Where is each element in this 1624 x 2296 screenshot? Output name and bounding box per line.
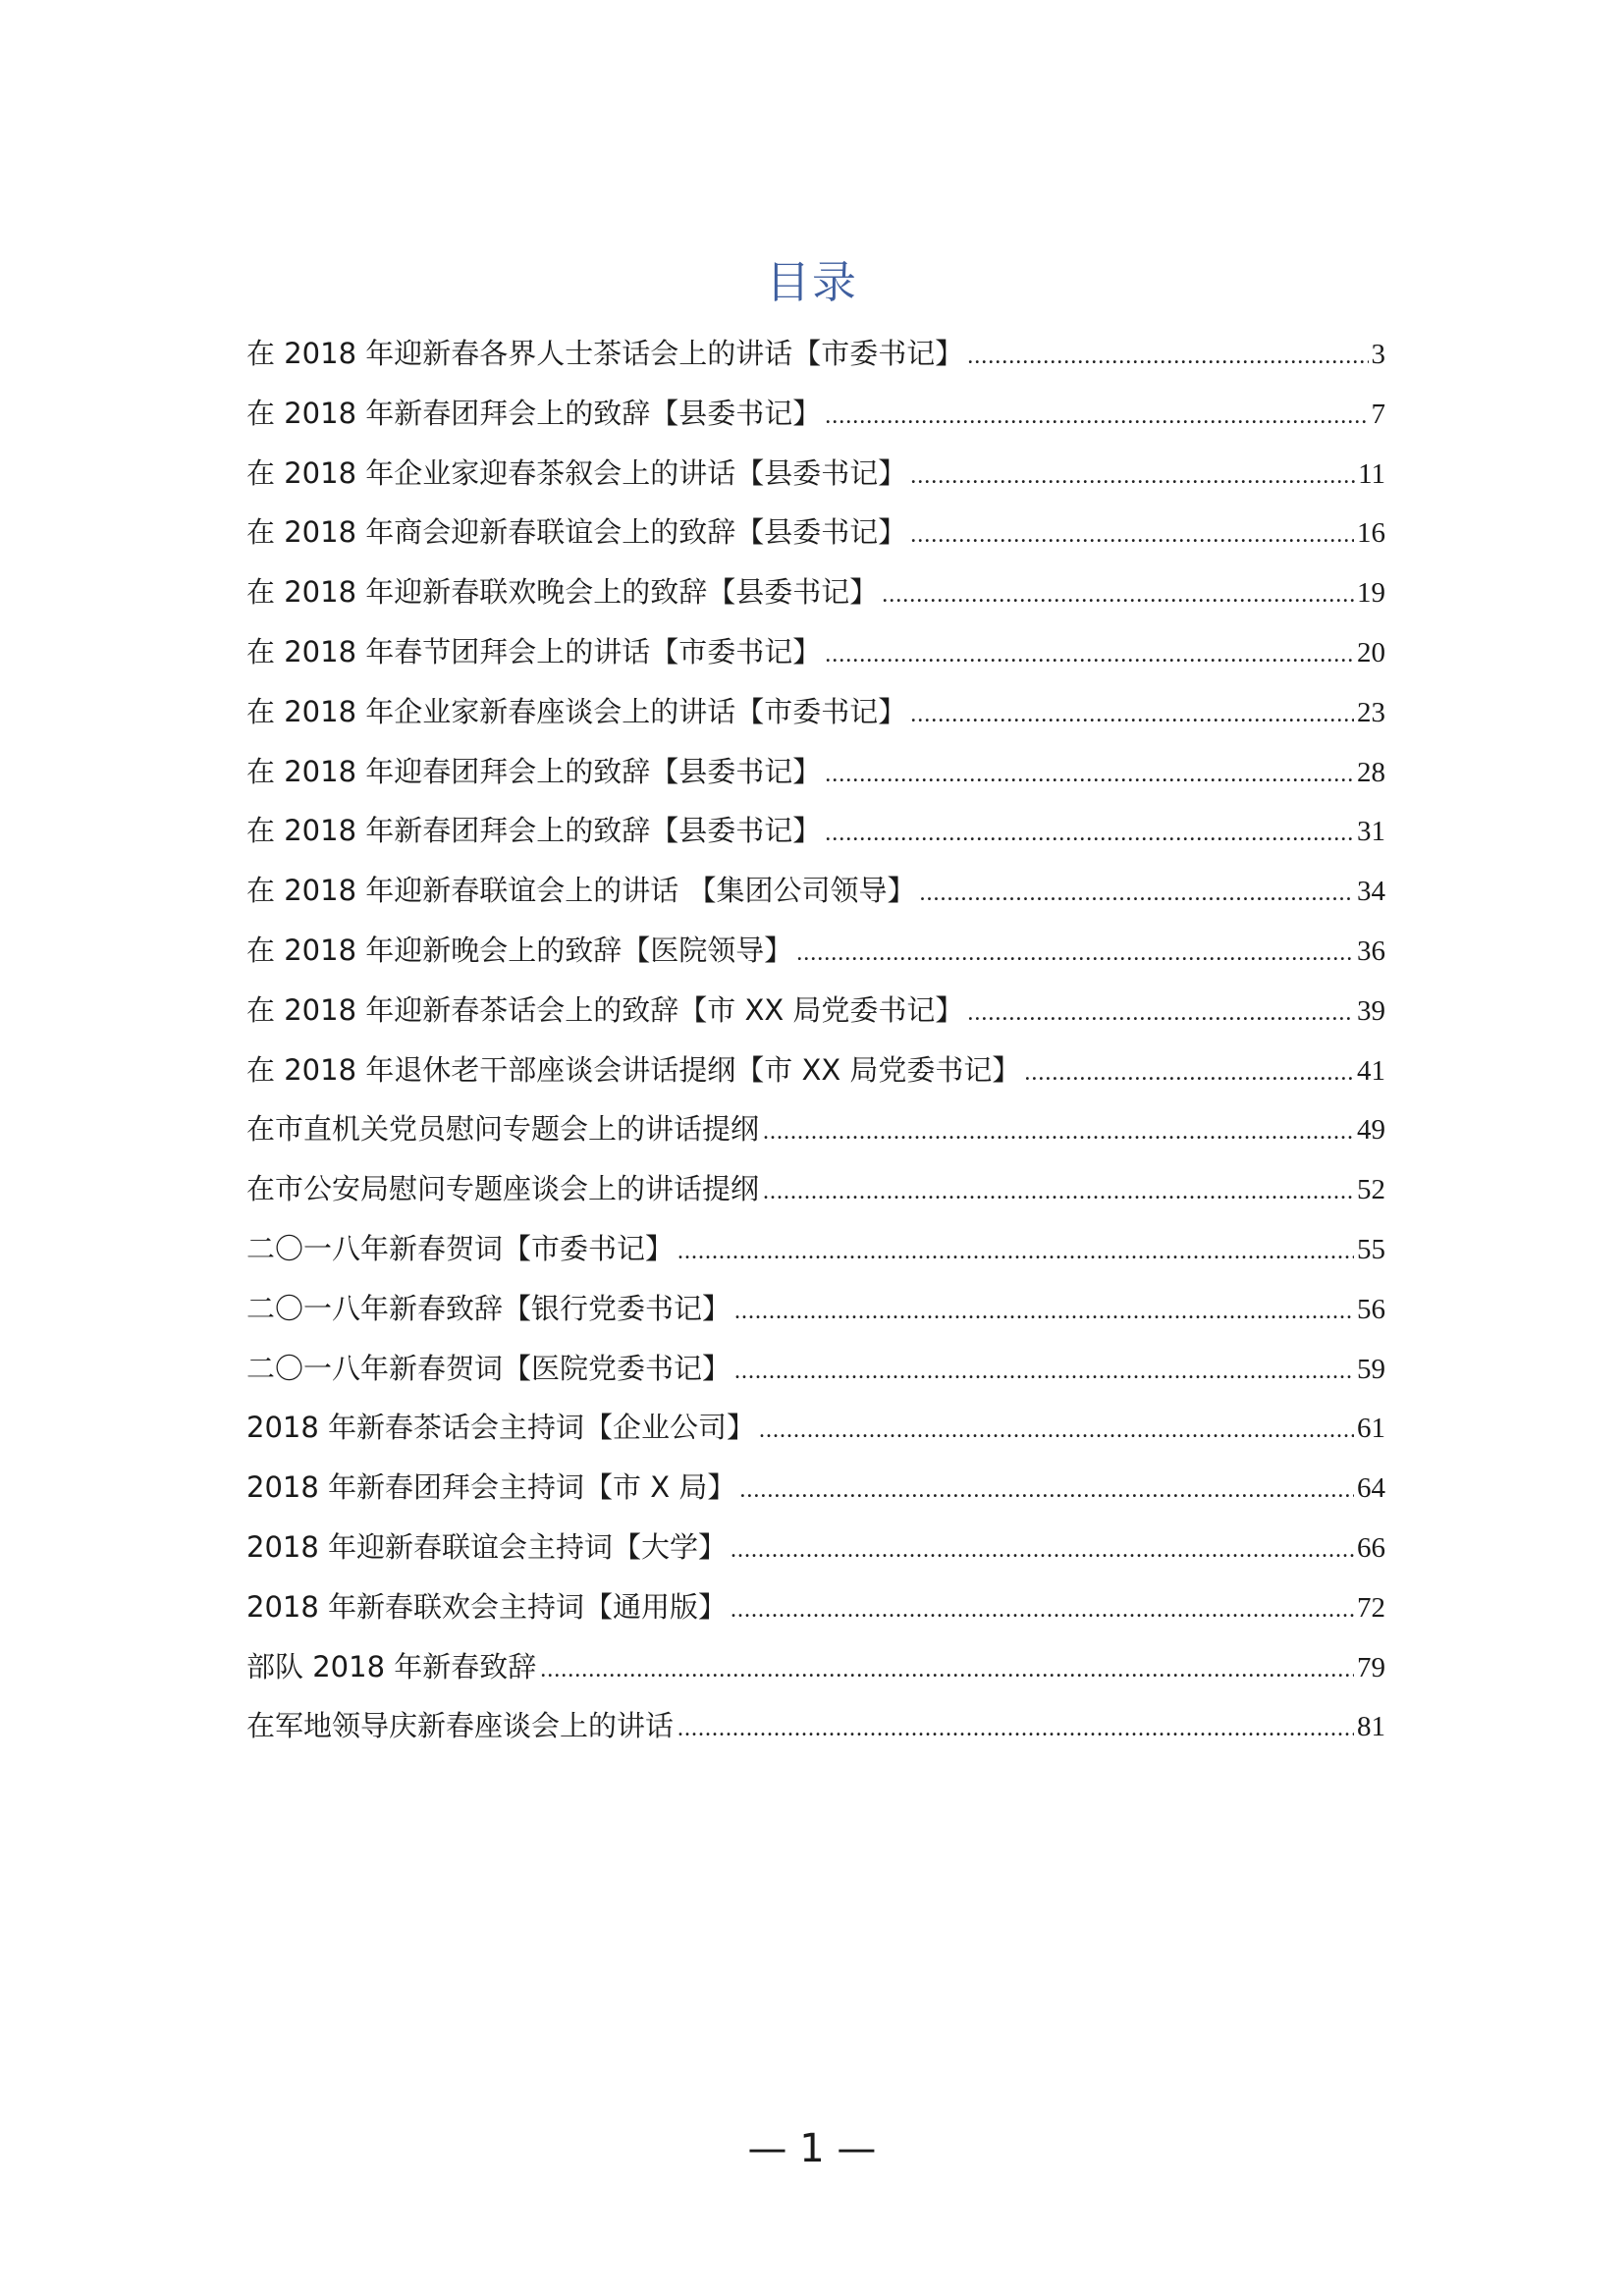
- toc-dot-leader: [882, 565, 1354, 625]
- toc-list: [246, 324, 1385, 1756]
- toc-dot-leader: [967, 327, 1368, 387]
- toc-entry-title: 二〇一八年新春贺词【市委书记】: [246, 1231, 675, 1265]
- toc-entry-title: 二〇一八年新春致辞【银行党委书记】: [246, 1291, 731, 1325]
- toc-entry[interactable]: [246, 1577, 1385, 1637]
- toc-entry-page-number: 34: [1357, 876, 1385, 908]
- toc-entry[interactable]: [246, 1696, 1385, 1756]
- toc-entry[interactable]: [246, 1279, 1385, 1339]
- toc-entry[interactable]: [246, 1398, 1385, 1458]
- toc-entry[interactable]: [246, 384, 1385, 444]
- toc-entry[interactable]: [246, 981, 1385, 1041]
- toc-entry-page-number: 56: [1357, 1293, 1385, 1325]
- toc-entry-title: 在 2018 年新春团拜会上的致辞【县委书记】: [246, 396, 822, 430]
- toc-dot-leader: [731, 1521, 1354, 1580]
- toc-dot-leader: [763, 1162, 1354, 1222]
- toc-entry-page-number: 64: [1357, 1472, 1385, 1505]
- toc-dot-leader: [731, 1580, 1354, 1640]
- toc-dot-leader: [967, 984, 1354, 1043]
- toc-entry-page-number: 28: [1357, 756, 1385, 788]
- page-number: — 1 —: [747, 2126, 877, 2171]
- toc-dot-leader: [763, 1102, 1354, 1162]
- toc-entry-page-number: 66: [1357, 1531, 1385, 1564]
- toc-dot-leader: [910, 506, 1354, 565]
- toc-entry-title: 在 2018 年新春团拜会上的致辞【县委书记】: [246, 814, 822, 848]
- toc-entry-page-number: 41: [1357, 1054, 1385, 1087]
- toc-dot-leader: [796, 924, 1354, 984]
- toc-entry-page-number: 23: [1357, 696, 1385, 728]
- toc-entry[interactable]: [246, 622, 1385, 682]
- toc-entry-page-number: 79: [1357, 1651, 1385, 1683]
- toc-entry-page-number: 39: [1357, 994, 1385, 1027]
- toc-entry[interactable]: [246, 1099, 1385, 1159]
- toc-dot-leader: [759, 1401, 1354, 1461]
- toc-entry[interactable]: [246, 1219, 1385, 1279]
- toc-entry-title: 2018 年新春茶话会主持词【企业公司】: [246, 1411, 756, 1445]
- toc-entry-page-number: 3: [1371, 339, 1385, 370]
- toc-entry-title: 2018 年迎新春联谊会主持词【大学】: [246, 1529, 728, 1564]
- toc-entry-title: 2018 年新春团拜会主持词【市 X 局】: [246, 1470, 736, 1505]
- toc-entry-page-number: 16: [1357, 517, 1385, 550]
- toc-entry-title: 在 2018 年迎新春各界人士茶话会上的讲话【市委书记】: [246, 337, 964, 370]
- toc-entry-title: 在市公安局慰问专题座谈会上的讲话提纲: [246, 1172, 760, 1206]
- toc-entry[interactable]: [246, 1518, 1385, 1577]
- toc-dot-leader: [739, 1461, 1354, 1521]
- toc-dot-leader: [910, 447, 1355, 507]
- toc-dot-leader: [677, 1699, 1354, 1759]
- toc-entry-title: 在 2018 年退休老干部座谈会讲话提纲【市 XX 局党委书记】: [246, 1052, 1021, 1087]
- toc-dot-leader: [734, 1342, 1354, 1402]
- toc-entry-title: 二〇一八年新春贺词【医院党委书记】: [246, 1351, 731, 1385]
- toc-entry[interactable]: [246, 861, 1385, 921]
- toc-entry-title: 在 2018 年商会迎新春联谊会上的致辞【县委书记】: [246, 515, 907, 550]
- toc-entry-title: 在 2018 年迎新晚会上的致辞【医院领导】: [246, 933, 793, 967]
- toc-entry-title: 在 2018 年迎新春联谊会上的讲话 【集团公司领导】: [246, 874, 916, 908]
- toc-dot-leader: [825, 804, 1354, 864]
- toc-entry[interactable]: [246, 562, 1385, 622]
- toc-entry-title: 在 2018 年企业家迎春茶叙会上的讲话【县委书记】: [246, 455, 907, 490]
- toc-dot-leader: [825, 625, 1354, 685]
- toc-entry-title: 部队 2018 年新春致辞: [246, 1649, 537, 1683]
- toc-entry-title: 在 2018 年迎新春茶话会上的致辞【市 XX 局党委书记】: [246, 992, 964, 1027]
- toc-entry[interactable]: [246, 921, 1385, 981]
- toc-entry-page-number: 19: [1357, 577, 1385, 610]
- toc-entry-page-number: 7: [1371, 398, 1385, 430]
- toc-entry[interactable]: [246, 503, 1385, 562]
- toc-entry[interactable]: [246, 801, 1385, 861]
- toc-entry-page-number: 72: [1357, 1591, 1385, 1624]
- toc-entry-page-number: 20: [1357, 636, 1385, 668]
- toc-entry-title: 2018 年新春联欢会主持词【通用版】: [246, 1589, 728, 1624]
- toc-entry-page-number: 36: [1357, 934, 1385, 967]
- toc-dot-leader: [734, 1282, 1354, 1342]
- toc-dot-leader: [825, 745, 1354, 805]
- toc-entry-page-number: 31: [1357, 816, 1385, 848]
- toc-title: 目录: [765, 256, 858, 308]
- toc-entry[interactable]: [246, 1458, 1385, 1518]
- toc-entry[interactable]: [246, 1637, 1385, 1697]
- toc-entry[interactable]: [246, 1159, 1385, 1219]
- toc-dot-leader: [677, 1222, 1354, 1282]
- toc-dot-leader: [910, 685, 1354, 745]
- toc-entry[interactable]: [246, 444, 1385, 504]
- toc-entry-title: 在 2018 年企业家新春座谈会上的讲话【市委书记】: [246, 694, 907, 728]
- toc-entry-page-number: 59: [1357, 1353, 1385, 1385]
- toc-dot-leader: [825, 387, 1368, 447]
- toc-entry-page-number: 49: [1357, 1114, 1385, 1147]
- toc-entry-title: 在军地领导庆新春座谈会上的讲话: [246, 1709, 675, 1743]
- toc-dot-leader: [1024, 1043, 1354, 1103]
- toc-entry[interactable]: [246, 1339, 1385, 1399]
- toc-entry-page-number: 61: [1357, 1413, 1385, 1445]
- toc-dot-leader: [540, 1640, 1354, 1700]
- toc-entry-page-number: 81: [1357, 1711, 1385, 1743]
- toc-entry[interactable]: [246, 682, 1385, 742]
- toc-entry[interactable]: [246, 742, 1385, 802]
- toc-entry-page-number: 52: [1357, 1174, 1385, 1206]
- toc-entry-title: 在 2018 年迎新春联欢晚会上的致辞【县委书记】: [246, 575, 879, 610]
- toc-entry[interactable]: [246, 324, 1385, 384]
- toc-dot-leader: [919, 864, 1354, 924]
- toc-entry-page-number: 11: [1358, 457, 1385, 490]
- toc-entry-title: 在市直机关党员慰问专题会上的讲话提纲: [246, 1112, 760, 1147]
- toc-entry-title: 在 2018 年迎春团拜会上的致辞【县委书记】: [246, 754, 822, 788]
- toc-entry[interactable]: [246, 1041, 1385, 1100]
- toc-entry-title: 在 2018 年春节团拜会上的讲话【市委书记】: [246, 634, 822, 668]
- toc-entry-page-number: 55: [1357, 1233, 1385, 1265]
